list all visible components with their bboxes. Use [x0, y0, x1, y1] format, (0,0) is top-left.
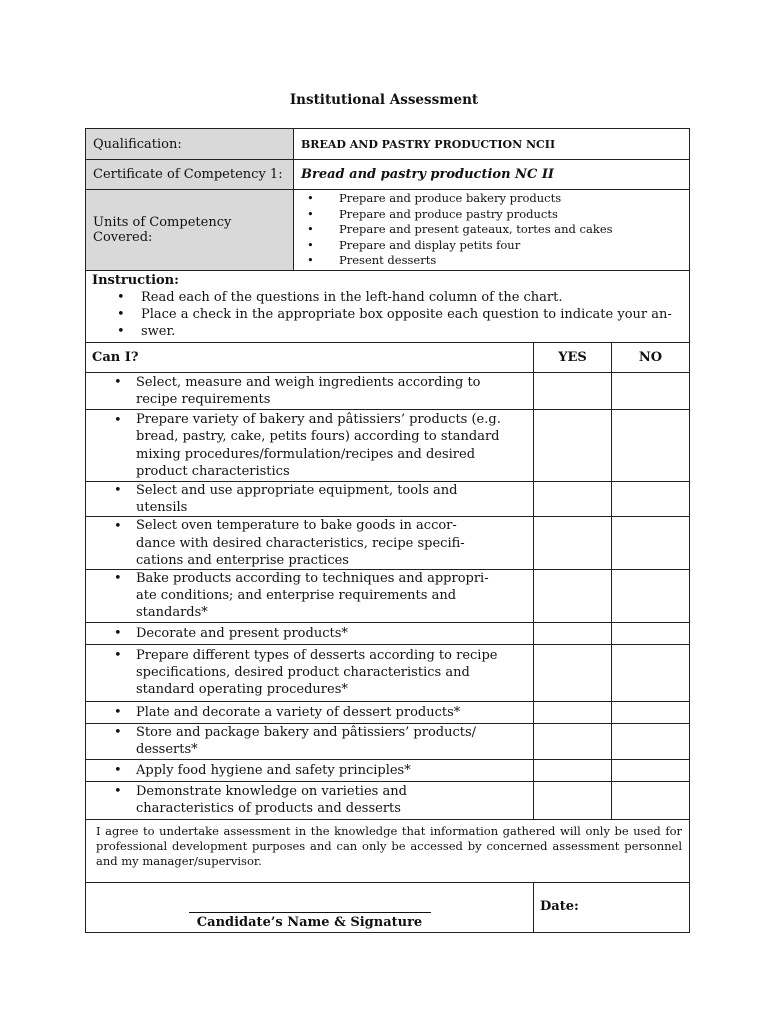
- page-title: Institutional Assessment: [289, 92, 479, 108]
- question-cell: [86, 723, 534, 759]
- question-text-line: mixing procedures/formulation/recipes and desired: [136, 446, 476, 462]
- bullet-icon: •: [114, 626, 122, 642]
- units-row: [86, 190, 690, 271]
- question-row: [86, 759, 690, 781]
- assessment-table: [85, 128, 690, 933]
- certificate-value: Bread and pastry production NC II: [294, 160, 690, 190]
- bullet-icon: •: [114, 784, 122, 800]
- question-text-line: characteristics of products and desserts: [136, 801, 401, 817]
- instruction-item: • Place a check in the appropriate box opposite each question to indicate your an-: [92, 306, 683, 323]
- units-list: [294, 191, 689, 269]
- yes-checkbox[interactable]: [534, 644, 612, 701]
- no-checkbox[interactable]: [612, 701, 690, 723]
- checklist-questions: [86, 373, 690, 820]
- instruction-item: • Read each of the questions in the left-hand column of the chart.: [92, 289, 683, 306]
- yes-checkbox[interactable]: [534, 570, 612, 623]
- question-text-line: Apply food hygiene and safety principles*: [136, 762, 411, 778]
- signature-label: Candidate’s Name & Signature: [196, 914, 423, 930]
- qualification-value: BREAD AND PASTRY PRODUCTION NCII: [294, 129, 690, 160]
- question-text-line: Demonstrate knowledge on varieties and: [136, 783, 407, 799]
- yes-checkbox[interactable]: [534, 517, 612, 570]
- no-header: NO: [612, 343, 690, 373]
- units-label-line1: Units of Competency: [93, 215, 232, 230]
- bullet-icon: •: [114, 375, 122, 391]
- no-checkbox[interactable]: [612, 482, 690, 517]
- instruction-cell: [86, 271, 690, 343]
- question-text-line: Plate and decorate a variety of dessert products*: [136, 704, 461, 720]
- signature-row: [86, 882, 690, 932]
- yes-checkbox[interactable]: [534, 410, 612, 482]
- bullet-icon: •: [114, 763, 122, 779]
- question-cell: [86, 482, 534, 517]
- question-text-line: standard operating procedures*: [136, 682, 348, 698]
- bullet-icon: •: [114, 725, 122, 741]
- certificate-row: [86, 160, 690, 190]
- unit-item: • Prepare and display petits four: [294, 238, 689, 254]
- signature-line: [189, 912, 431, 913]
- no-checkbox[interactable]: [612, 570, 690, 623]
- question-text-line: product characteristics: [136, 463, 290, 479]
- no-checkbox[interactable]: [612, 373, 690, 410]
- qualification-row: [86, 129, 690, 160]
- question-cell: [86, 517, 534, 570]
- question-cell: [86, 781, 534, 819]
- yes-checkbox[interactable]: [534, 373, 612, 410]
- certificate-label: Certificate of Competency 1:: [86, 160, 294, 190]
- question-text-line: Select oven temperature to bake goods in accor-: [136, 518, 457, 534]
- question-row: [86, 570, 690, 623]
- instruction-heading: Instruction:: [92, 273, 179, 288]
- question-row: [86, 781, 690, 819]
- yes-checkbox[interactable]: [534, 482, 612, 517]
- question-text-line: dance with desired characteristics, recipe specifi-: [136, 535, 465, 551]
- question-text-line: Store and package bakery and pâtissiers’ products/: [136, 724, 477, 740]
- question-cell: [86, 759, 534, 781]
- question-text-line: Decorate and present products*: [136, 625, 348, 641]
- signature-cell[interactable]: [86, 882, 534, 932]
- yes-checkbox[interactable]: [534, 701, 612, 723]
- question-text-line: standards*: [136, 605, 208, 621]
- no-checkbox[interactable]: [612, 517, 690, 570]
- question-cell: [86, 622, 534, 644]
- question-text-line: desserts*: [136, 742, 198, 758]
- question-cell: [86, 701, 534, 723]
- date-field[interactable]: Date:: [534, 882, 690, 932]
- bullet-icon: •: [114, 648, 122, 664]
- question-text-line: Select and use appropriate equipment, tools and: [136, 483, 458, 498]
- units-label: [86, 190, 294, 271]
- question-text-line: recipe requirements: [136, 392, 271, 407]
- question-row: [86, 723, 690, 759]
- instruction-row: [86, 271, 690, 343]
- yes-checkbox[interactable]: [534, 723, 612, 759]
- no-checkbox[interactable]: [612, 410, 690, 482]
- question-text-line: ate conditions; and enterprise requirements and: [136, 588, 457, 604]
- question-row: [86, 482, 690, 517]
- no-checkbox[interactable]: [612, 723, 690, 759]
- question-cell: [86, 373, 534, 410]
- question-cell: [86, 644, 534, 701]
- question-text-line: Select, measure and weigh ingredients according to: [136, 374, 481, 390]
- bullet-icon: •: [114, 518, 122, 534]
- question-row: [86, 701, 690, 723]
- question-text-line: Bake products according to techniques and appropri-: [136, 571, 489, 587]
- unit-item: • Prepare and present gateaux, tortes and cakes: [294, 222, 689, 238]
- question-row: [86, 622, 690, 644]
- agreement-row: [86, 819, 690, 882]
- bullet-icon: •: [114, 705, 122, 721]
- question-row: [86, 373, 690, 410]
- instruction-item-continuation: • swer.: [92, 323, 683, 340]
- agreement-text: I agree to undertake assessment in the knowledge that information gathered will only be used for professional development purposes and can only be accessed by concerned assessment personnel and my manager/supervisor.: [86, 819, 690, 882]
- question-text-line: cations and enterprise practices: [136, 552, 349, 568]
- yes-checkbox[interactable]: [534, 759, 612, 781]
- question-cell: [86, 570, 534, 623]
- question-row: [86, 644, 690, 701]
- yes-checkbox[interactable]: [534, 622, 612, 644]
- unit-item: • Prepare and produce bakery products: [294, 191, 689, 207]
- units-list-cell: [294, 190, 690, 271]
- qualification-label: Qualification:: [86, 129, 294, 160]
- question-cell: [86, 410, 534, 482]
- unit-item: • Prepare and produce pastry products: [294, 207, 689, 223]
- unit-item: • Present desserts: [294, 253, 689, 269]
- yes-header: YES: [534, 343, 612, 373]
- question-row: [86, 517, 690, 570]
- no-checkbox[interactable]: [612, 622, 690, 644]
- bullet-icon: •: [114, 412, 122, 428]
- question-row: [86, 410, 690, 482]
- no-checkbox[interactable]: [612, 644, 690, 701]
- yes-checkbox[interactable]: [534, 781, 612, 819]
- checklist-header-row: [86, 343, 690, 373]
- question-text-line: bread, pastry, cake, petits fours) according to standard: [136, 429, 500, 445]
- instruction-list: [92, 289, 683, 340]
- question-text-line: Prepare variety of bakery and pâtissiers’ products (e.g.: [136, 412, 501, 428]
- bullet-icon: •: [114, 571, 122, 587]
- bullet-icon: •: [114, 483, 122, 499]
- can-i-header: Can I?: [86, 343, 534, 373]
- no-checkbox[interactable]: [612, 759, 690, 781]
- question-text-line: specifications, desired product characteristics and: [136, 665, 470, 681]
- no-checkbox[interactable]: [612, 781, 690, 819]
- question-text-line: utensils: [136, 500, 188, 516]
- question-text-line: Prepare different types of desserts according to recipe: [136, 647, 498, 663]
- units-label-line2: Covered:: [93, 230, 153, 245]
